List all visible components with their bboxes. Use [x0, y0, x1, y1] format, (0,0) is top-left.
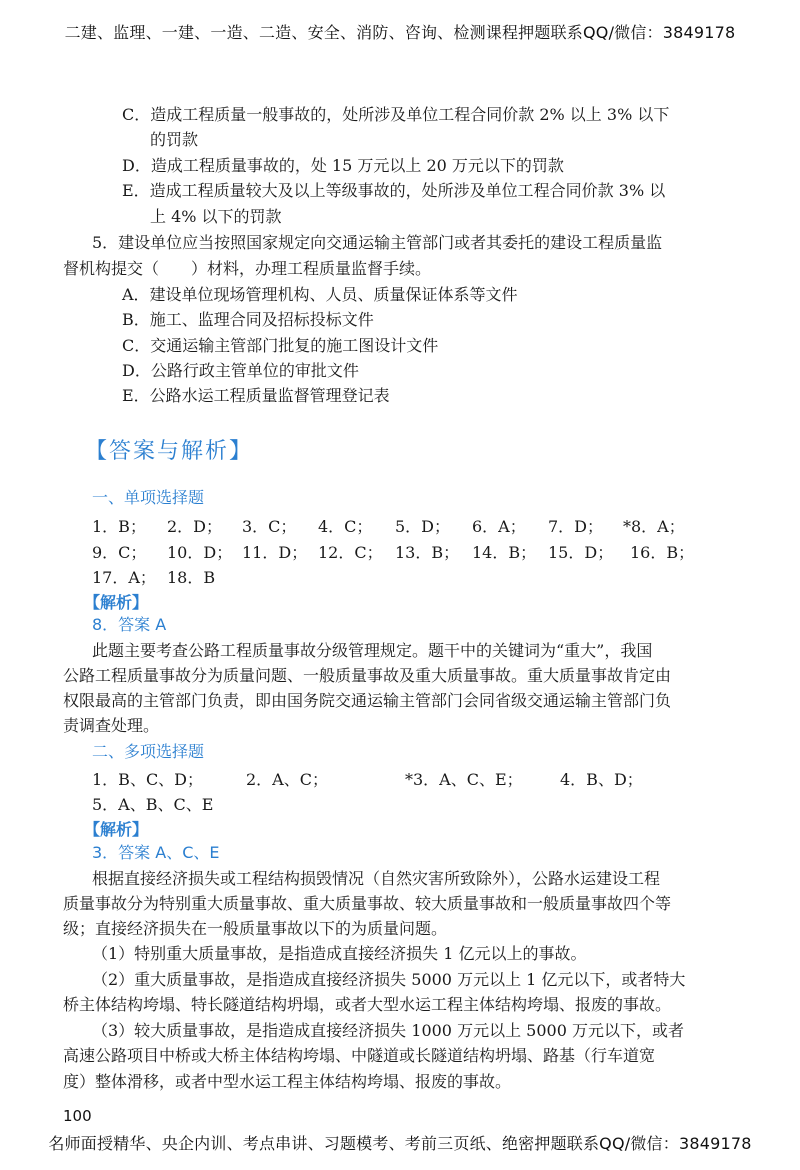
q5-option-e: E．公路水运工程质量监督管理登记表 — [122, 386, 390, 405]
single-answer: 9．C； — [92, 543, 147, 562]
single-answer: 12．C； — [318, 543, 383, 562]
explanation-line: 根据直接经济损失或工程结构损毁情况（自然灾害所致除外），公路水运建设工程 — [92, 869, 661, 888]
explanation-line: 高速公路项目中桥或大桥主体结构垮塌、中隧道或长隧道结构坍塌、路基（行车道宽 — [63, 1046, 656, 1065]
answer-section-title: 【答案与解析】 — [85, 439, 254, 464]
single-answer: 6．A； — [472, 517, 526, 536]
single-answer: 15．D； — [548, 543, 614, 562]
single-answer: 7．D； — [548, 517, 604, 536]
single-answer: 2．D； — [167, 517, 223, 536]
single-answer: 1．B； — [92, 517, 146, 536]
explanation-line: （3）较大质量事故，是指造成直接经济损失 1000 万元以上 5000 万元以下，或者 — [92, 1021, 684, 1040]
q5-option-a: A．建设单位现场管理机构、人员、质量保证体系等文件 — [122, 285, 518, 304]
single-answer: 16．B； — [630, 543, 695, 562]
explanation-line: 责调查处理。 — [63, 716, 160, 735]
single-choice-heading: 一、单项选择题 — [92, 488, 205, 507]
q5-option-c: C．交通运输主管部门批复的施工图设计文件 — [122, 336, 439, 355]
header-banner: 二建、监理、一建、一造、二造、安全、消防、咨询、检测课程押题联系QQ/微信：3849178 — [64, 23, 736, 42]
explanation-line: 级；直接经济损失在一般质量事故以下的为质量问题。 — [63, 919, 448, 938]
single-answer: 14．B； — [472, 543, 537, 562]
single-answer: 17．A； — [92, 568, 156, 587]
multi-answer: 2．A、C； — [246, 770, 328, 789]
explanation-line: 公路工程质量事故分为质量问题、一般质量事故及重大质量事故。重大质量事故肯定由 — [63, 666, 672, 685]
option-c-line1: C．造成工程质量一般事故的，处所涉及单位工程合同价款 2% 以上 3% 以下 — [122, 105, 670, 124]
question-5-line2: 督机构提交（ ）材料，办理工程质量监督手续。 — [63, 259, 432, 278]
single-answer: 11．D； — [242, 543, 308, 562]
answer-label: 3．答案 A、C、E — [92, 843, 220, 862]
explanation-line: （2）重大质量事故，是指造成直接经济损失 5000 万元以上 1 亿元以下，或者特大 — [92, 970, 686, 989]
page-number: 100 — [63, 1107, 92, 1125]
option-c-line2: 的罚款 — [150, 130, 199, 149]
explanation-line: 桥主体结构垮塌、特长隧道结构坍塌，或者大型水运工程主体结构垮塌、报废的事故。 — [63, 995, 672, 1014]
single-answer: 13．B； — [395, 543, 460, 562]
q5-option-b: B．施工、监理合同及招标投标文件 — [122, 310, 374, 329]
option-e-line2: 上 4% 以下的罚款 — [150, 207, 282, 226]
single-answer: 5．D； — [395, 517, 451, 536]
explanation-line: 度）整体滑移，或者中型水运工程主体结构垮塌、报废的事故。 — [63, 1072, 512, 1091]
answer-label: 8．答案 A — [92, 615, 167, 634]
multi-answer: 5．A、B、C、E — [92, 795, 214, 814]
single-answer: *8．A； — [623, 517, 685, 536]
q5-option-d: D．公路行政主管单位的审批文件 — [122, 361, 359, 380]
analysis-label: 【解析】 — [84, 593, 149, 612]
single-answer: 10．D； — [167, 543, 233, 562]
option-d: D．造成工程质量事故的，处 15 万元以上 20 万元以下的罚款 — [122, 156, 564, 175]
single-answer: 18．B — [167, 568, 216, 587]
explanation-line: （1）特别重大质量事故，是指造成直接经济损失 1 亿元以上的事故。 — [92, 944, 587, 963]
footer-banner: 名师面授精华、央企内训、考点串讲、习题模考、考前三页纸、绝密押题联系QQ/微信：3849178 — [48, 1134, 752, 1153]
multi-answer: *3．A、C、E； — [405, 770, 523, 789]
multi-answer: 4．B、D； — [560, 770, 643, 789]
multi-answer: 1．B、C、D； — [92, 770, 204, 789]
explanation-line: 此题主要考查公路工程质量事故分级管理规定。题干中的关键词为“重大”，我国 — [92, 641, 653, 660]
explanation-line: 权限最高的主管部门负责，即由国务院交通运输主管部门会同省级交通运输主管部门负 — [63, 691, 672, 710]
single-answer: 4．C； — [318, 517, 373, 536]
option-e-line1: E．造成工程质量较大及以上等级事故的，处所涉及单位工程合同价款 3% 以 — [122, 181, 666, 200]
analysis-label: 【解析】 — [84, 820, 149, 839]
question-5-line1: 5．建设单位应当按照国家规定向交通运输主管部门或者其委托的建设工程质量监 — [92, 233, 663, 252]
single-answer: 3．C； — [242, 517, 297, 536]
multi-choice-heading: 二、多项选择题 — [92, 742, 205, 761]
explanation-line: 质量事故分为特别重大质量事故、重大质量事故、较大质量事故和一般质量事故四个等 — [63, 894, 672, 913]
